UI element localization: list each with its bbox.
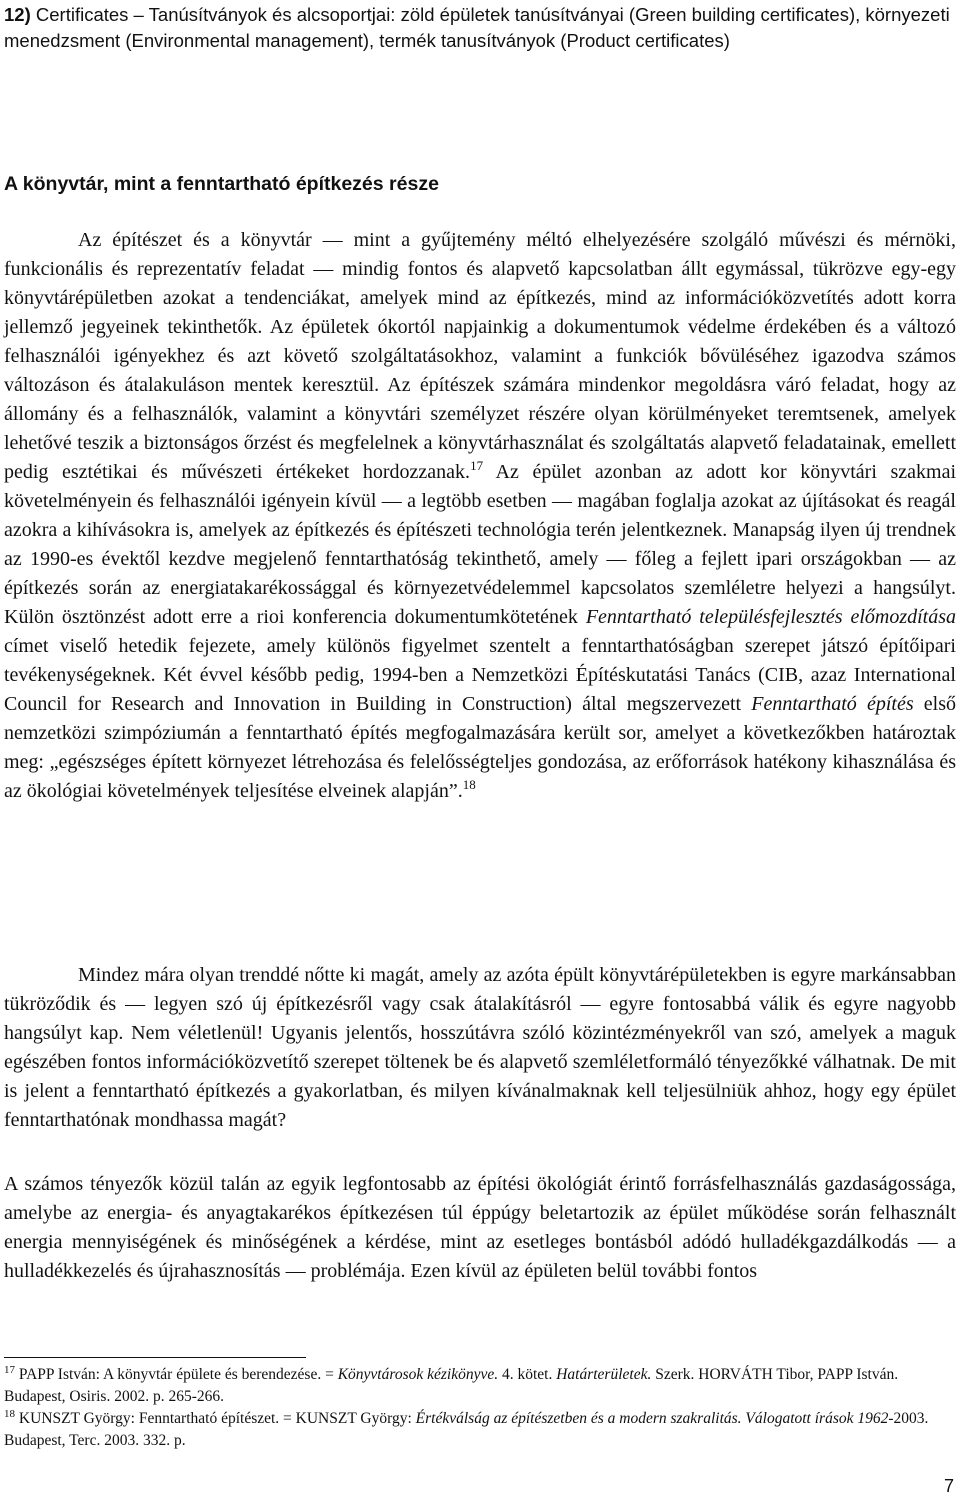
footnote-18-text-a: KUNSZT György: Fenntartható építészet. = KUNSZT György: xyxy=(15,1410,416,1427)
paragraph-1-text-f: első nemzetközi szimpóziumán a fenntartható építés megfogalmazására került sor, amelyet a következőkben határoztak meg: „egészséges épített környezet létrehozása és felelősségteljes gondozása, az erőforrások hatékony kihasználása és az ökológiai követelmények teljesítése elveinek alapján”. xyxy=(4,693,956,802)
paragraph-1 xyxy=(4,226,956,806)
heading-number: 12) xyxy=(4,4,31,25)
paragraph-1-event-italic: Fenntartható építés xyxy=(751,693,914,715)
footnote-18-italic-b: Értékválság az építészetben és a modern szakralitás. Válogatott írások 1962- xyxy=(415,1410,894,1427)
footnote-separator xyxy=(4,1357,306,1358)
footnote-17-italic-d: Határterületek. xyxy=(556,1366,652,1383)
page-number: 7 xyxy=(943,1476,954,1496)
footnote-18-text-c: 2003. Budapest, Terc. 2003. 332. p. xyxy=(4,1410,929,1449)
footnote-17-text-c: 4. kötet. xyxy=(498,1366,557,1383)
paragraph-1-text-b: Az épület azonban az adott kor könyvtári szakmai követelményein és felhasználói igényein kívül — a legtöbb esetben — magában foglalja azokat az újításokat és reagál azokra a kihívásokra is, amelyek az építkezés és építészeti technológia terén jelentkeznek. Manapság ilyen új trendnek az 1990-es évektől kezdve megjelenő fenntarthatóság tekinthető, amely — főleg a fejlett ipari országokban — az építkezés során az energiatakarékossággal és környezetvédelemmel kapcsolatos szemléletre helyezi a hangsúlyt. Külön ösztönzést adott erre a rioi konferencia dokumentumkötetének xyxy=(4,461,957,628)
paragraph-3: A számos tényezők közül talán az egyik legfontosabb az építési ökológiát érintő forrásfelhasználás gazdaságossága, amelybe az energia- és anyagtakarékos építkezésen túl éppúgy beletartozik az épület működése során felhasznált energia mennyiségének és minőségének a kérdése, mint az esetleges bontásból adódó hulladékgazdálkodás — a hulladékkezelés és újrahasznosítás — problémája. Ezen kívül az épületen belül további fontos xyxy=(4,1173,956,1282)
paragraph-1-text-d: címet viselő hetedik fejezete, amely különös figyelmet szentelt a fenntarthatóságban szerepet játszó építőipari tevékenységeknek. Két évvel később pedig, 1994-ben a Nemzetközi Építéskutatási Tanács (CIB, azaz International Council for Research and Innovation in Building in Construction) által megszervezett xyxy=(4,635,956,715)
footnotes xyxy=(4,1364,954,1452)
section-title: A könyvtár, mint a fenntartható építkezés része xyxy=(4,173,439,195)
footnote-17 xyxy=(4,1364,954,1408)
paragraph-1-title-italic: Fenntartható településfejlesztés előmozdítása xyxy=(585,606,957,628)
paragraph-1-text-a: Az építészet és a könyvtár — mint a gyűjtemény méltó elhelyezésére szolgáló művészi és mérnöki, funkcionális és reprezentatív feladat — mindig fontos és alapvető kapcsolatban állt egymással, tükrözve egy-egy könyvtárépületben azokat a tendenciákat, amelyek mind az építkezés, mind az információközvetítés adott korra jellemző jegyeinek tekinthetők. Az épületek ókortól napjainkig a dokumentumok védelme érdekében és a változó felhasználói igényekhez és azt követő szolgáltatásokhoz, valamint a funkciók bővüléséhez igazodva számos változáson és átalakuláson mentek keresztül. Az építészek számára mindenkor megoldásra váró feladat, hogy az állomány és a felhasználók, valamint a könyvtári személyzet részére olyan körülményeket teremtsenek, amelyek lehetővé teszik a biztonságos őrzést és megfelelnek a könyvtárhasználat és szolgáltatás alapvető feladatainak, emellett pedig esztétikai és művészeti értékeket hordozzanak. xyxy=(4,229,956,483)
footnote-18-number: 18 xyxy=(4,1408,15,1420)
footnote-17-number: 17 xyxy=(4,1364,15,1376)
footnote-ref-17[interactable]: 17 xyxy=(470,458,484,473)
footnote-18 xyxy=(4,1408,954,1452)
footnote-17-text-a: PAPP István: A könyvtár épülete és berendezése. = xyxy=(15,1366,338,1383)
chapter-heading xyxy=(4,2,954,54)
paragraph-2: Mindez mára olyan trenddé nőtte ki magát, amely az azóta épült könyvtárépületekben is egyre markánsabban tükröződik és — legyen szó új építkezésről vagy csak átalakításról — egyre fontosabbá válik és egyre nagyobb hangsúlyt kap. Nem véletlenül! Ugyanis jelentős, hosszútávra szóló közintézményekről van szó, amelyek a maguk egészében fontos információközvetítő szerepet töltenek be és alapvető szemléletformáló tényezőkké válhatnak. De mit is jelent a fenntartható építkezés a gyakorlatban, és milyen kívánalmaknak kell teljesülniük ahhoz, hogy egy épület fenntarthatónak mondhassa magát? xyxy=(4,964,956,1131)
footnote-17-italic-b: Könyvtárosok kézikönyve. xyxy=(337,1366,499,1383)
footnote-ref-18[interactable]: 18 xyxy=(462,777,476,792)
heading-text: Certificates – Tanúsítványok és alcsoportjai: zöld épületek tanúsítványai (Green building certificates), környezeti menedzsment (Environmental management), termék tanusítványok (Product certificates) xyxy=(4,4,950,51)
footnote-17-text-e: Szerk. HORVÁTH Tibor, PAPP István. Budapest, Osiris. 2002. p. 265-266. xyxy=(4,1366,899,1405)
